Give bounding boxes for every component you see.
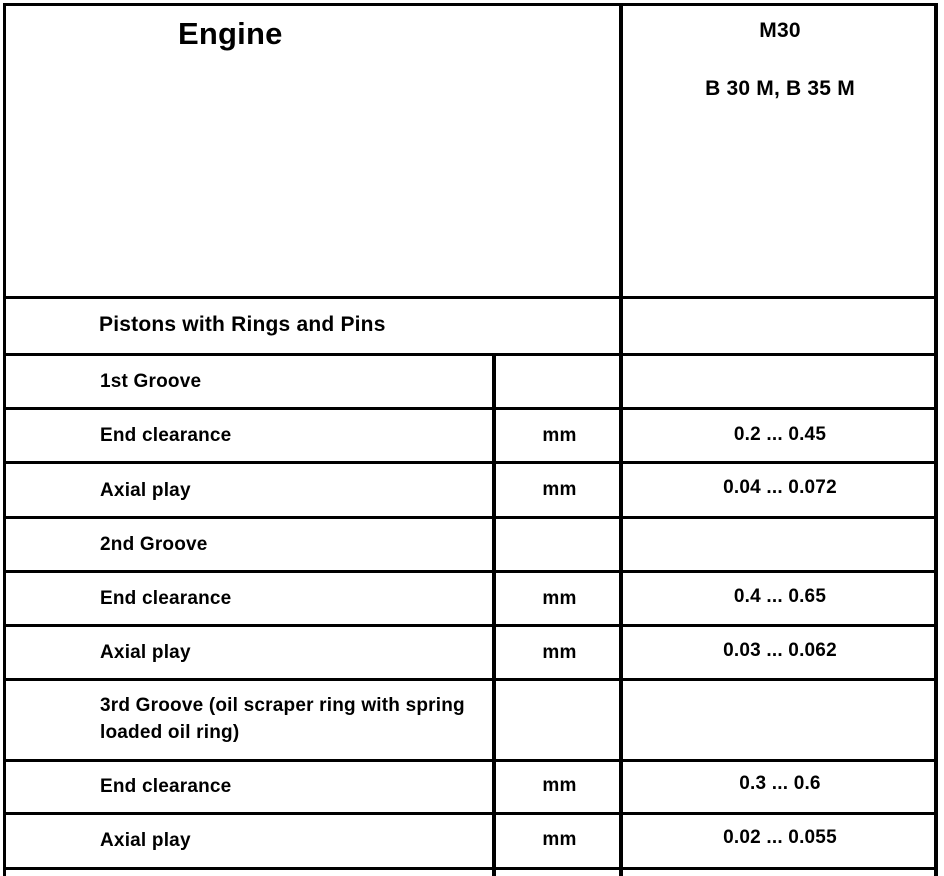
divider-h-row5 bbox=[3, 624, 938, 627]
divider-h-row6 bbox=[3, 678, 938, 681]
engine-model: M30 bbox=[759, 19, 801, 42]
engine-variants: B 30 M, B 35 M bbox=[705, 77, 855, 100]
divider-h-row3 bbox=[3, 516, 938, 519]
row-unit: mm bbox=[542, 775, 577, 796]
row-label: 3rd Groove (oil scraper ring with spring loaded oil ring) bbox=[100, 695, 465, 743]
row-unit: mm bbox=[542, 425, 577, 446]
row-label: Axial play bbox=[100, 830, 191, 851]
row-label: Axial play bbox=[100, 480, 191, 501]
row-unit: mm bbox=[542, 829, 577, 850]
border-top bbox=[3, 3, 938, 6]
row-label: End clearance bbox=[100, 588, 232, 609]
row-label: 1st Groove bbox=[100, 371, 202, 392]
border-left bbox=[3, 3, 6, 876]
row-label: 2nd Groove bbox=[100, 534, 208, 555]
divider-h-section bbox=[3, 353, 938, 356]
row-unit: mm bbox=[542, 479, 577, 500]
engine-title: Engine bbox=[178, 16, 283, 51]
divider-h-row2 bbox=[3, 461, 938, 464]
divider-h-bottom bbox=[3, 867, 938, 870]
row-label: Axial play bbox=[100, 642, 191, 663]
row-unit: mm bbox=[542, 588, 577, 609]
divider-h-row7 bbox=[3, 759, 938, 762]
divider-h-row8 bbox=[3, 812, 938, 815]
divider-h-row1 bbox=[3, 407, 938, 410]
section-title: Pistons with Rings and Pins bbox=[99, 313, 386, 336]
divider-unit-column bbox=[492, 354, 496, 876]
row-label: End clearance bbox=[100, 425, 232, 446]
divider-h-header bbox=[3, 296, 938, 299]
row-value: 0.4 ... 0.65 bbox=[733, 586, 827, 607]
divider-h-row4 bbox=[3, 570, 938, 573]
row-value: 0.2 ... 0.45 bbox=[733, 424, 827, 445]
row-value: 0.03 ... 0.062 bbox=[723, 640, 837, 661]
row-value: 0.3 ... 0.6 bbox=[739, 773, 821, 794]
row-unit: mm bbox=[542, 642, 577, 663]
row-value: 0.04 ... 0.072 bbox=[723, 477, 837, 498]
row-value: 0.02 ... 0.055 bbox=[723, 827, 837, 848]
row-label: End clearance bbox=[100, 776, 232, 797]
